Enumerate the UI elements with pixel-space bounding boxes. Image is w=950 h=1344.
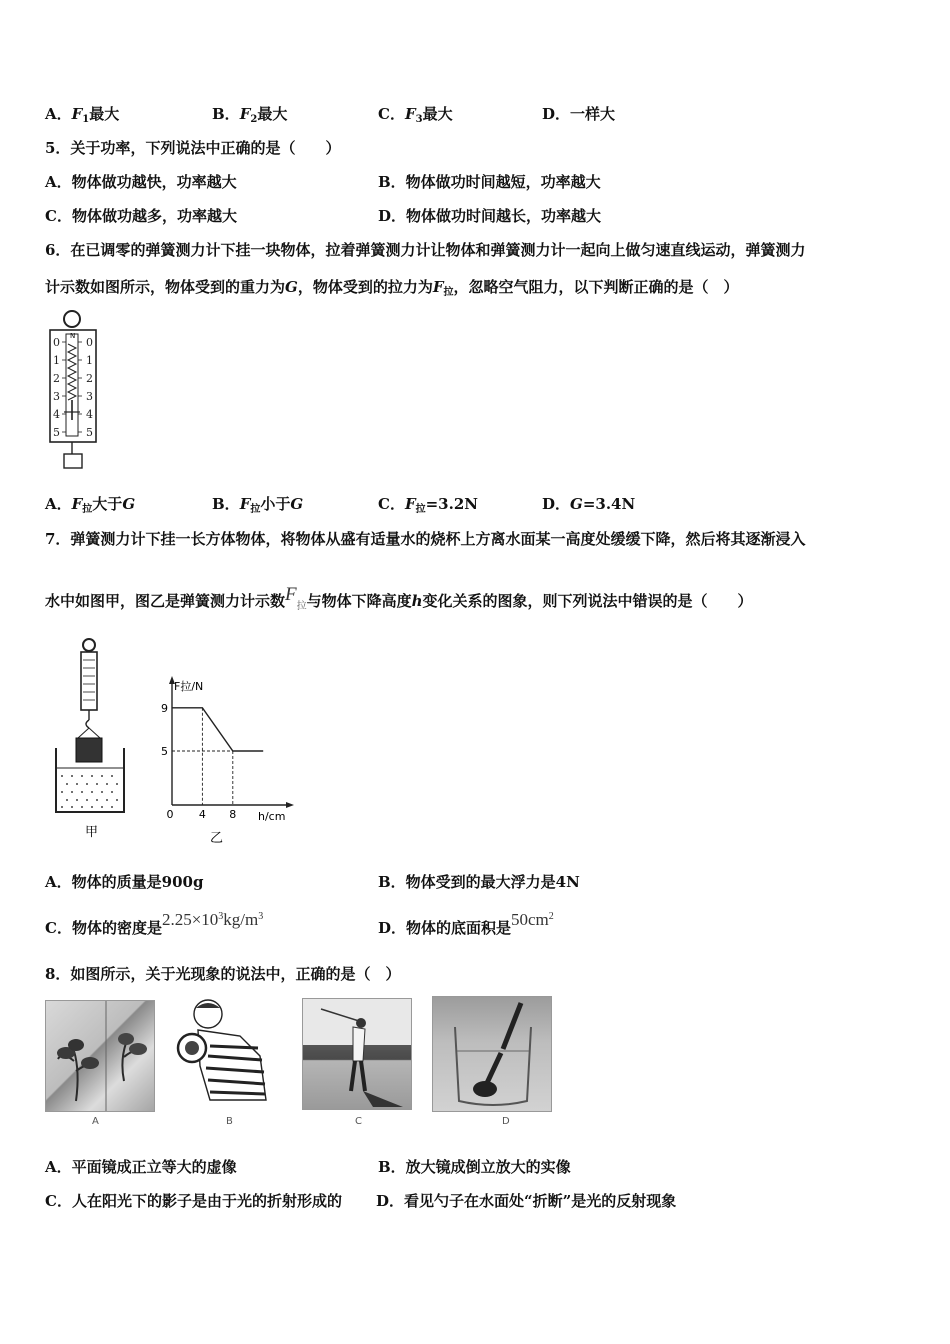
- q5-option-c: C．物体做功越多，功率越大: [45, 207, 237, 225]
- x-tick-label-0: 0: [166, 808, 174, 821]
- q8-option-c: C．人在阳光下的影子是由于光的折射形成的: [45, 1192, 342, 1210]
- q6-stem-line2: 计示数如图所示，物体受到的重力为G，物体受到的拉力为$F_拉$，忽略空气阻力，以下判断正确的是（ ）: [45, 278, 739, 298]
- svg-text:3: 3: [53, 390, 60, 403]
- svg-text:2: 2: [53, 372, 60, 385]
- q8-stem: 8．如图所示，关于光现象的说法中，正确的是（ ）: [45, 965, 401, 983]
- svg-text:N: N: [70, 332, 76, 340]
- q5-stem: 5．关于功率，下列说法中正确的是（ ）: [45, 139, 341, 157]
- q8-option-d: D．看见勺子在水面处“折断”是光的反射现象: [376, 1192, 677, 1210]
- x-tick-label-8: 8: [229, 808, 237, 821]
- photo-c-golfer: [302, 998, 412, 1110]
- svg-text:4: 4: [53, 408, 60, 421]
- y-axis-label: F拉/N: [174, 680, 204, 693]
- x-axis-arrow: [286, 802, 294, 808]
- svg-text:4: 4: [86, 408, 93, 421]
- y-tick-label-9: 9: [161, 701, 168, 715]
- photo-a-mirror: [45, 1000, 155, 1112]
- svg-text:1: 1: [53, 354, 60, 367]
- spring-scale-figure: [42, 308, 112, 476]
- photo-a-caption: A: [92, 1116, 99, 1127]
- q4-option-c: C．$F_3$最大: [378, 105, 453, 125]
- fig-yi-caption: 乙: [210, 831, 224, 845]
- svg-text:3: 3: [86, 390, 93, 403]
- svg-text:0: 0: [53, 336, 60, 349]
- q7-option-a: A．物体的质量是900g: [45, 873, 204, 891]
- photo-d-caption: D: [502, 1116, 510, 1127]
- svg-text:5: 5: [53, 426, 60, 439]
- svg-text:1: 1: [86, 354, 93, 367]
- q7-option-c: C．物体的密度是$2.25\times 10^3kg/m^3$: [45, 910, 264, 937]
- q8-option-a: A．平面镜成正立等大的虚像: [45, 1158, 237, 1176]
- q6-option-d: D．G=3.4N: [542, 495, 636, 513]
- x-tick-label-4: 4: [198, 808, 206, 821]
- q7-stem-line2: 水中如图甲，图乙是弹簧测力计示数$F_拉$与物体下降高度h变化关系的图象，则下列说法中错误的是（ ）: [45, 584, 753, 612]
- svg-text:2: 2: [86, 372, 93, 385]
- q4-option-a: A．$F_1$最大: [45, 105, 120, 125]
- photo-b-magnifier: [170, 996, 280, 1106]
- q7-stem-line1: 7．弹簧测力计下挂一长方体物体，将物体从盛有适量水的烧杯上方离水面某一高度处缓缓下降，然后将其逐渐浸入: [45, 530, 806, 548]
- q6-option-c: C．$F_拉=3.2N$: [378, 495, 478, 515]
- svg-text:0: 0: [86, 336, 93, 349]
- svg-text:甲: 甲: [85, 825, 99, 840]
- q7-option-b: B．物体受到的最大浮力是4N: [378, 873, 580, 891]
- q4-option-b: B．$F_2$最大: [212, 105, 288, 125]
- q5-option-d: D．物体做功时间越长，功率越大: [378, 207, 602, 225]
- force-height-chart: [150, 670, 300, 845]
- beaker-figure: [52, 636, 132, 846]
- q8-option-b: B．放大镜成倒立放大的实像: [378, 1158, 571, 1176]
- photo-c-caption: C: [355, 1116, 362, 1127]
- q5-option-b: B．物体做功时间越短，功率越大: [378, 173, 601, 191]
- photo-d-spoon-in-water: [432, 996, 552, 1112]
- svg-text:5: 5: [86, 426, 93, 439]
- q6-stem-line1: 6．在已调零的弹簧测力计下挂一块物体，拉着弹簧测力计让物体和弹簧测力计一起向上做匀速直线运动，弹簧测力: [45, 241, 806, 259]
- y-tick-label-5: 5: [161, 745, 168, 758]
- q4-option-d: D．一样大: [542, 105, 616, 123]
- photo-b-caption: B: [226, 1116, 233, 1127]
- q6-option-a: A．$F_拉$大于G: [45, 495, 136, 515]
- force-series-line: [172, 708, 263, 751]
- q6-option-b: B．$F_拉$小于G: [212, 495, 304, 515]
- x-axis-label: h/cm: [258, 810, 286, 823]
- q5-option-a: A．物体做功越快，功率越大: [45, 173, 237, 191]
- q7-option-d: D．物体的底面积是$50cm^2$: [378, 910, 554, 937]
